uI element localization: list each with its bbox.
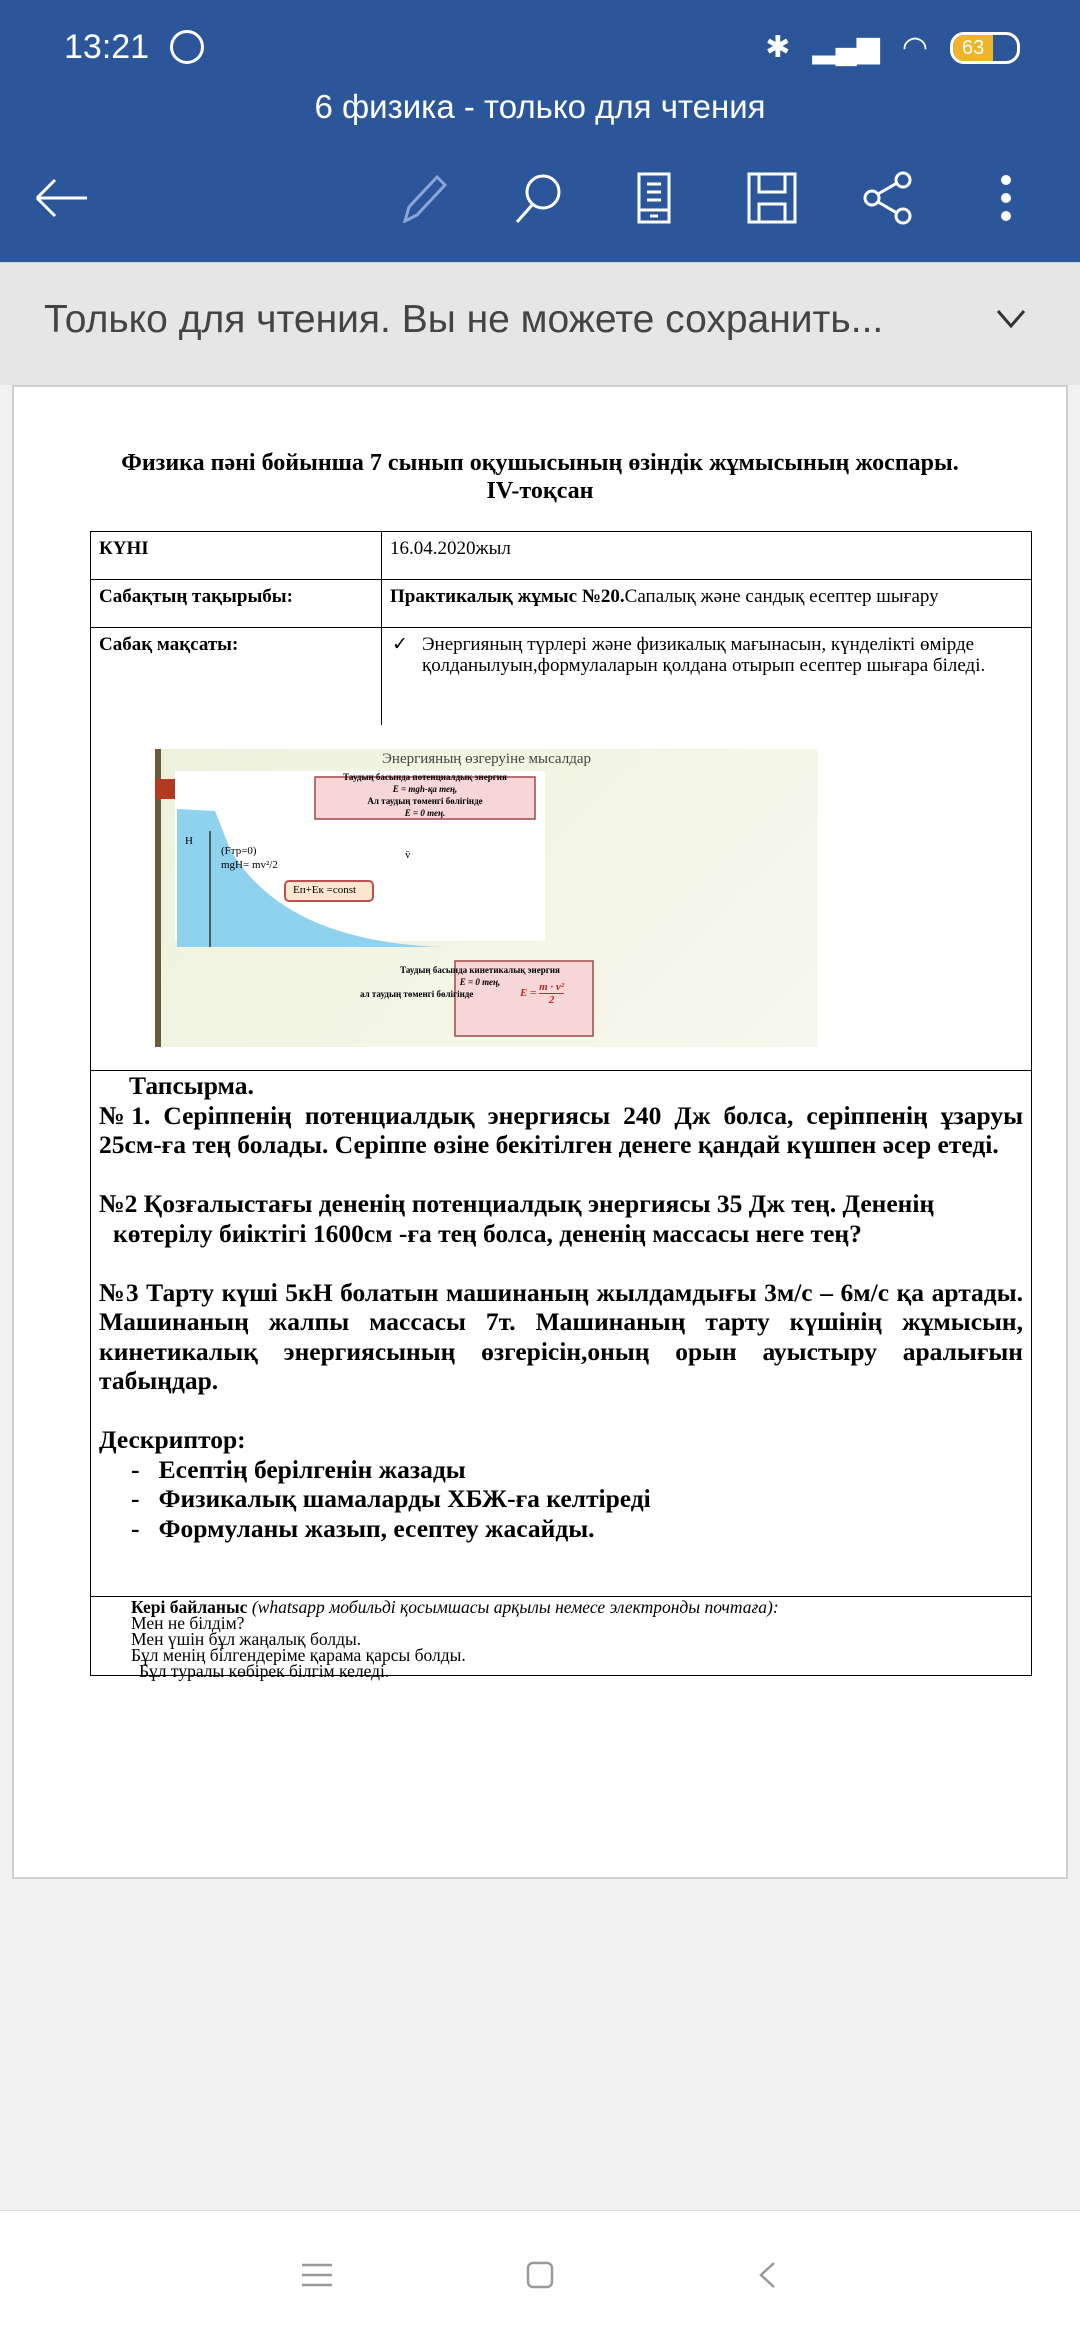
heading-line: Физика пәні бойынша 7 сынып оқушысының өзіндік жұмысының жоспары. [121,450,959,476]
table-label: КҮНІ [91,532,382,580]
search-button[interactable] [508,168,568,228]
home-icon[interactable] [526,2261,554,2289]
formula-e: E = [520,987,537,1000]
reading-view-button[interactable] [624,168,684,228]
back-button[interactable] [32,168,92,228]
callout-line: ал таудың төменгі бөлігінде [360,989,474,999]
mobile-view-icon [637,172,671,224]
save-button[interactable] [742,168,802,228]
task-2-cont: көтерілу биіктігі 1600см -ға тең болса, дененің массасы неге тең? [113,1218,862,1248]
velocity-label: v̄ [405,849,411,861]
topic-bold: Практикалық жұмыс №20. [390,586,625,607]
app-bar [0,0,1080,262]
feedback-section [90,1597,1032,1681]
feedback-line: Мен не білдім? [131,1613,245,1633]
callout-line: Ал таудың төменгі бөлігінде [367,796,483,806]
search-icon [513,172,563,224]
descriptor-text: Физикалық шамаларды ХБЖ-ға келтіреді [158,1484,651,1513]
navigation-bar [0,2210,1080,2340]
lesson-info-table [90,531,1032,725]
objective-text: Энергияның түрлері және физикалық мағынасын, күнделікті өмірде қолданылуын,формулаларын қолдана отырып есептер шығара біледі. [422,634,986,676]
descriptor-item: - Формуланы жазып, есептеу жасайды. [131,1513,595,1543]
table-row [91,532,1032,580]
battery-level: 63 [953,35,993,61]
task-1: №1. Серіппенің потенциалдық энергиясы 240 Дж болса, серіппенің ұзаруы 25см-ға тең болады. Серіппе өзіне бекітілген денеге қандай күшпен әсер етеді. [99,1100,1023,1159]
callout-line: Таудың басында кинетикалық энергия [400,965,560,975]
battery-icon [950,32,1020,64]
descriptor-text: Есептің берілгенін жазады [158,1454,466,1484]
status-time: 13:21 [64,28,150,66]
status-icons [765,30,1020,65]
feedback-line: Бұл менің білгендеріме қарама қарсы болды. [131,1645,466,1665]
document-title: 6 физика - только для чтения [314,88,766,125]
task-heading: Тапсырма. [129,1071,254,1100]
formula-numerator: m · v² [539,981,565,993]
save-icon [747,172,797,224]
descriptor-item: - Есептің берілгенін жазады [131,1454,466,1484]
read-only-banner[interactable] [0,262,1080,385]
height-label: H [185,835,193,847]
menu-icon[interactable] [302,2263,332,2287]
arrow-left-icon [35,178,89,218]
table-row [91,580,1032,628]
callout-line: E = 0 тең. [404,808,446,818]
friction-label: (Fтр=0) [221,845,257,857]
feedback-note: (whatsapp мобильді қосымшасы арқылы немесе электронды почтаға): [251,1597,779,1617]
back-nav-icon[interactable] [758,2261,776,2289]
table-value [382,580,1032,628]
descriptor-heading: Дескриптор: [99,1425,246,1454]
energy-equation: mgH= mv²/2 [221,859,278,871]
checkmark-icon: ✓ [392,634,408,655]
document-page [12,385,1068,1879]
conservation-label: Eп+Eк =const [293,884,357,896]
chevron-down-icon[interactable] [996,309,1026,329]
edit-button[interactable] [392,168,452,228]
wifi-icon: ◠ [901,31,928,64]
pencil-icon [397,173,447,223]
document-heading [14,449,1066,505]
topic-text: Сапалық және сандық есептер шығару [624,586,939,607]
formula-denominator: 2 [548,994,555,1006]
task-3: №3 Тарту күші 5кН болатын машинаның жылдамдығы 3м/с – 6м/с қа артады. Машинаның жалпы массасы 7т. Машинаның тарту күшінің жұмысын, кинетикалық энергиясының өзгерісін,оның орын ауыстыру аралығын табыңдар. [99,1277,1023,1395]
read-only-message: Только для чтения. Вы не можете сохранить... [44,298,884,341]
figure-cell [90,725,1032,1070]
callout-line: E = mgh-қа тең, [392,784,458,794]
feedback-line: Бұл туралы көбірек білгім келеді. [139,1661,390,1681]
task-section [90,1070,1032,1597]
descriptor-list [99,1455,1023,1544]
feedback-heading [131,1599,1031,1615]
descriptor-item: - Физикалық шамаларды ХБЖ-ға келтіреді [131,1484,651,1513]
signal-icon: ▂▄▆ [812,31,880,64]
share-button[interactable] [858,168,918,228]
table-label: Сабақ мақсаты: [91,628,382,725]
table-value: 16.04.2020жыл [382,532,1032,580]
table-label: Сабақтың тақырыбы: [91,580,382,628]
heading-line: IV-тоқсан [486,478,594,504]
bluetooth-icon: ✱ [765,31,791,64]
table-row [91,628,1032,725]
callout-potential [305,771,545,819]
energy-figure [155,749,818,1047]
alarm-icon [170,30,204,64]
task-2: №2 Қозғалыстағы дененің потенциалдық энергиясы 35 Дж тең. Дененің [99,1189,935,1218]
callout-line: E = 0 тең, [459,977,501,987]
share-icon [863,171,913,225]
descriptor-text: Формуланы жазып, есептеу жасайды. [158,1513,595,1543]
callout-line: Таудың басында потенциалдық энергия [343,772,507,782]
more-options-button[interactable] [976,168,1036,228]
feedback-label: Кері байланыс [131,1597,252,1617]
kinetic-formula [520,981,564,1006]
feedback-line: Мен үшін бұл жаңалық болды. [131,1629,362,1649]
figure-title: Энергияның өзгеруіне мысалдар [382,751,591,767]
table-value [382,628,1032,725]
more-vertical-icon [999,173,1013,223]
